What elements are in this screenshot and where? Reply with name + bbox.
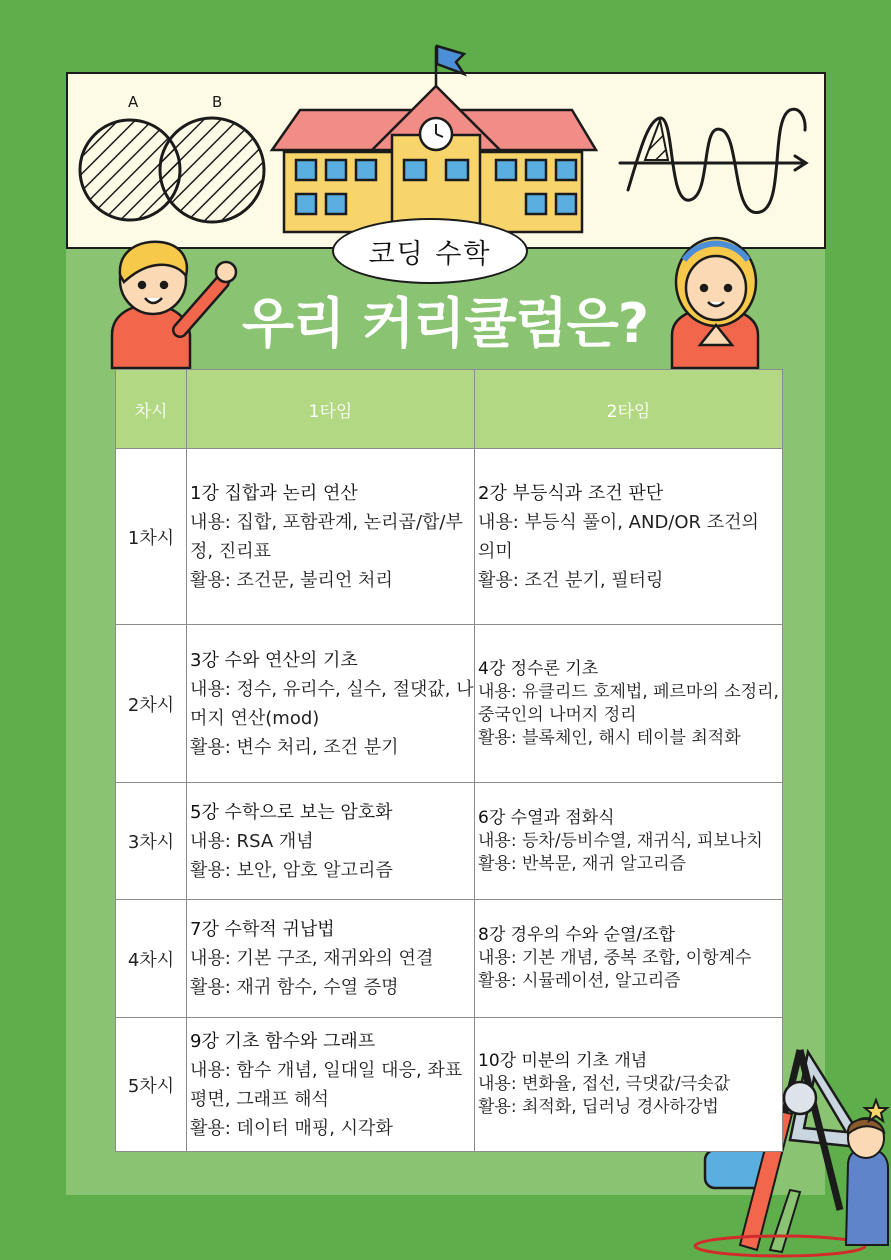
lecture-title: 6강 수열과 점화식: [478, 807, 615, 828]
lecture-cell: [475, 449, 783, 625]
school-building-icon: [272, 46, 596, 235]
flag-icon: [437, 46, 464, 74]
lecture-content: 내용: 기본 개념, 중복 조합, 이항계수: [478, 948, 752, 968]
subtitle-text: 코딩 수학: [368, 238, 492, 270]
lecture-content: 내용: 함수 개념, 일대일 대응, 좌표평면, 그래프 해석: [190, 1059, 463, 1110]
subtitle-badge: [332, 218, 528, 284]
table-row: [116, 783, 783, 900]
table-row: [116, 625, 783, 783]
session-cell: 1차시: [116, 449, 187, 625]
lecture-usage: 활용: 보안, 암호 알고리즘: [190, 859, 393, 881]
lecture-content: 내용: 등차/등비수열, 재귀식, 피보나치: [478, 830, 763, 851]
lecture-cell: [187, 1018, 475, 1152]
lecture-title: 9강 기초 함수와 그래프: [190, 1030, 376, 1052]
lecture-cell: [475, 1018, 783, 1152]
lecture-usage: 활용: 데이터 매핑, 시각화: [190, 1117, 393, 1139]
lecture-title: 1강 집합과 논리 연산: [190, 482, 358, 504]
lecture-content: 내용: 유클리드 호제법, 페르마의 소정리, 중국인의 나머지 정리: [478, 681, 779, 725]
student-boy-icon: [846, 1100, 888, 1245]
lecture-content: 내용: RSA 개념: [190, 830, 314, 852]
lecture-title: 3강 수와 연산의 기초: [190, 649, 358, 671]
table-row: [116, 1018, 783, 1152]
lecture-content: 내용: 정수, 유리수, 실수, 절댓값, 나머지 연산(mod): [190, 678, 474, 729]
lecture-title: 8강 경우의 수와 순열/조합: [478, 925, 675, 945]
page-title: 우리 커리큘럼은?: [241, 292, 649, 355]
lecture-usage: 활용: 블록체인, 해시 테이블 최적화: [478, 727, 741, 748]
session-cell: 4차시: [116, 900, 187, 1018]
header-time2: 2타임: [475, 370, 783, 449]
lecture-title: 5강 수학으로 보는 암호화: [190, 801, 393, 823]
venn-label-a: A: [128, 93, 139, 111]
lecture-cell: [475, 900, 783, 1018]
lecture-usage: 활용: 변수 처리, 조건 분기: [190, 736, 399, 758]
lecture-title: 4강 정수론 기초: [478, 658, 599, 679]
lecture-title: 10강 미분의 기초 개념: [478, 1051, 648, 1071]
lecture-usage: 활용: 반복문, 재귀 알고리즘: [478, 853, 686, 874]
lecture-content: 내용: 변화율, 접선, 극댓값/극솟값: [478, 1074, 730, 1094]
lecture-content: 내용: 부등식 풀이, AND/OR 조건의 의미: [478, 511, 759, 562]
header-session: 차시: [116, 370, 187, 449]
table-header-row: [116, 370, 783, 449]
lecture-usage: 활용: 재귀 함수, 수열 증명: [190, 977, 399, 998]
table-row: [116, 900, 783, 1018]
lecture-cell: [187, 625, 475, 783]
session-cell: 2차시: [116, 625, 187, 783]
lecture-title: 7강 수학적 귀납법: [190, 919, 335, 940]
lecture-cell: [187, 449, 475, 625]
lecture-usage: 활용: 최적화, 딥러닝 경사하강법: [478, 1097, 719, 1117]
function-graph-icon: [620, 109, 806, 212]
table-row: [116, 449, 783, 625]
lecture-cell: [187, 900, 475, 1018]
lecture-cell: [475, 625, 783, 783]
session-cell: 3차시: [116, 783, 187, 900]
lecture-title: 2강 부등식과 조건 판단: [478, 482, 664, 504]
session-cell: 5차시: [116, 1018, 187, 1152]
lecture-content: 내용: 기본 구조, 재귀와의 연결: [190, 948, 434, 969]
venn-diagram-icon: [80, 93, 264, 222]
lecture-usage: 활용: 조건 분기, 필터링: [478, 569, 664, 591]
header-time1: 1타임: [187, 370, 475, 449]
lecture-cell: [187, 783, 475, 900]
lecture-usage: 활용: 시뮬레이션, 알고리즘: [478, 971, 681, 991]
lecture-cell: [475, 783, 783, 900]
lecture-usage: 활용: 조건문, 불리언 처리: [190, 569, 393, 591]
lecture-content: 내용: 집합, 포함관계, 논리곱/합/부정, 진리표: [190, 511, 463, 562]
venn-label-b: B: [212, 93, 223, 111]
curriculum-table: [115, 369, 783, 1152]
